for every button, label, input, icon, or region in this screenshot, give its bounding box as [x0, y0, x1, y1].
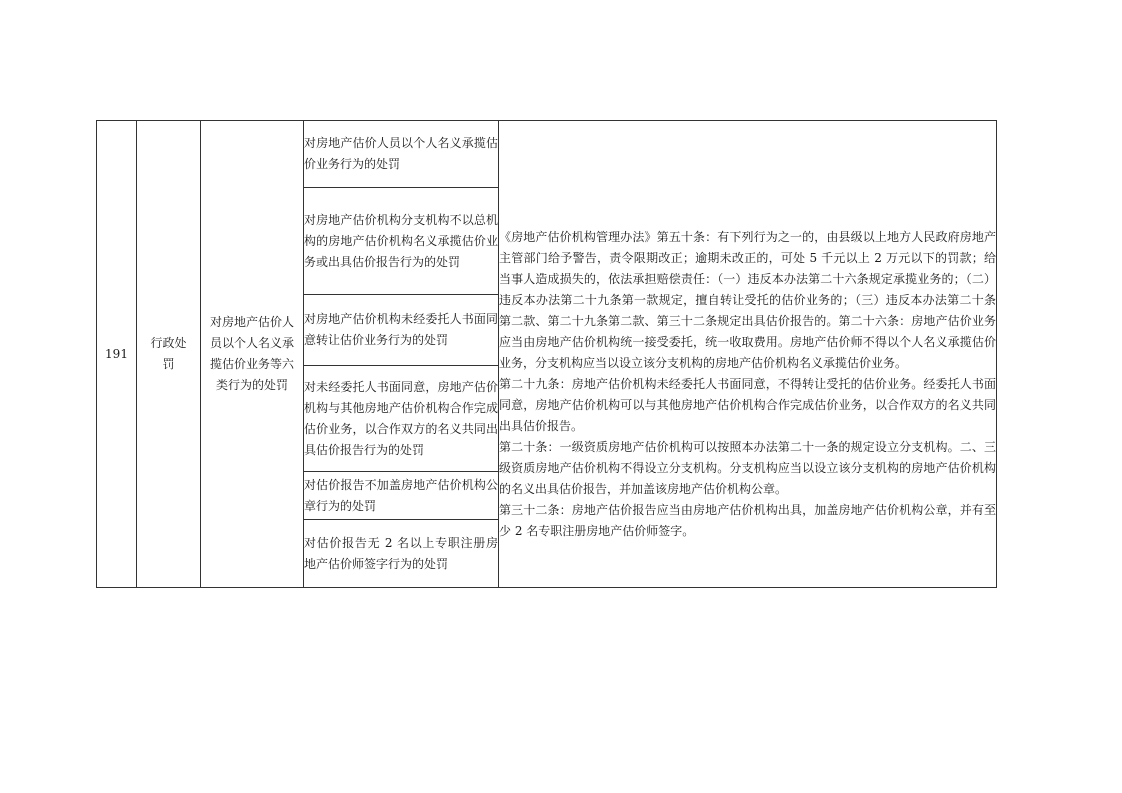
sub-item-cell: [304, 472, 499, 520]
item-name-text: 对房地产估价人员以个人名义承揽估价业务等六类行为的处罚: [209, 315, 294, 392]
sub-item-cell: [304, 520, 499, 588]
sub-item-text: 对房地产估价机构未经委托人书面同意转让估价业务行为的处罚: [304, 312, 498, 347]
sub-item-text: 对估价报告不加盖房地产估价机构公章行为的处罚: [304, 477, 498, 513]
category-cell: [137, 121, 201, 588]
category-text: 行政处罚: [150, 336, 187, 371]
sub-item-cell: [304, 295, 499, 366]
item-number-cell: [97, 121, 137, 588]
legal-basis-paragraph: 第三十二条：房地产估价报告应当由房地产估价机构出具，加盖房地产估价机构公章，并有至少 2 名专职注册房地产估价师签字。: [499, 502, 996, 538]
legal-basis-paragraph: 第二十九条：房地产估价机构未经委托人书面同意，不得转让受托的估价业务。经委托人书面同意，房地产估价机构可以与其他房地产估价机构合作完成估价业务，以合作双方的名义共同出具估价报告。: [499, 376, 996, 433]
item-name-cell: [201, 121, 304, 588]
legal-basis-cell: [499, 121, 997, 588]
sub-item-text: 对房地产估价人员以个人名义承揽估价业务行为的处罚: [304, 136, 498, 171]
legal-basis-paragraph: 第二十条：一级资质房地产估价机构可以按照本办法第二十一条的规定设立分支机构。二、三级资质房地产估价机构不得设立分支机构。分支机构应当以设立该分支机构的房地产估价机构的名义出具估价报告，并加盖该房地产估价机构公章。: [499, 439, 996, 496]
sub-item-text: 对估价报告无 2 名以上专职注册房地产估价师签字行为的处罚: [304, 535, 498, 571]
penalty-table: [96, 120, 997, 588]
sub-item-text: 对未经委托人书面同意，房地产估价机构与其他房地产估价机构合作完成估价业务，以合作双方的名义共同出具估价报告行为的处罚: [304, 379, 498, 457]
sub-item-cell: [304, 121, 499, 188]
legal-basis-paragraph: 《房地产估价机构管理办法》第五十条：有下列行为之一的，由县级以上地方人民政府房地产主管部门给予警告，责令限期改正；逾期未改正的，可处 5 千元以上 2 万元以下的罚款；给当事人造成损失的，依法承担赔偿责任：（一）违反本办法第二十六条规定承揽业务的；（二）违反本办法第二十九条第一款规定，擅自转让受托的估价业务的；（三）违反本办法第二十条第二款、第二十九条第二款、第三十二条规定出具估价报告的。第二十六条：房地产估价业务应当由房地产估价机构统一接受委托，统一收取费用。房地产估价师不得以个人名义承揽估价业务，分支机构应当以设立该分支机构的房地产估价机构名义承揽估价业务。: [499, 229, 996, 370]
sub-item-text: 对房地产估价机构分支机构不以总机构的房地产估价机构名义承揽估价业务或出具估价报告行为的处罚: [304, 212, 498, 269]
sub-item-cell: [304, 366, 499, 472]
table-row: [97, 121, 997, 188]
item-number: 191: [105, 346, 128, 361]
sub-item-cell: [304, 188, 499, 295]
